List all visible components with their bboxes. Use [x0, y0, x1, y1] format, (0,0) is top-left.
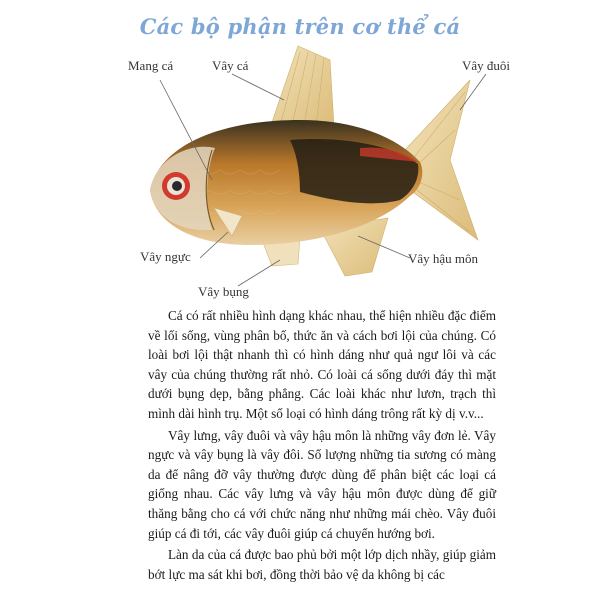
dorsal-fin — [270, 46, 334, 128]
label-gill: Mang cá — [128, 58, 174, 73]
label-dorsal-fin: Vây cá — [212, 58, 249, 73]
paragraph: Làn da của cá được bao phủ bởi một lớp dịch nhầy, giúp giảm bớt lực ma sát khi bơi, đồng thời bảo vệ da không bị các — [148, 547, 496, 582]
label-pelvic-fin: Vây bụng — [198, 284, 249, 299]
fish-figure — [0, 40, 600, 310]
fish-illustration — [0, 40, 600, 310]
paragraph: Vây lưng, vây đuôi và vây hậu môn là những vây đơn lẻ. Vây ngực và vây bụng là vây đôi. Số lượng những tia sương có màng da để nâng đỡ vây thường được dùng để phân biệt các loại cá giống nhau. Các vây lưng và vây hậu môn được dùng để giữ thăng bằng cho cá với chức năng như những mái chèo. Vây đuôi giúp cá đi tới, các vây đuôi giúp cá chuyển hướng bơi. — [148, 427, 496, 541]
label-anal-fin: Vây hậu môn — [408, 251, 479, 266]
label-pectoral-fin: Vây ngực — [140, 249, 191, 264]
page-title: Các bộ phận trên cơ thể cá — [139, 14, 461, 39]
paragraph: Cá có rất nhiều hình dạng khác nhau, thể hiện nhiều đặc điểm về lối sống, vùng phân bố, thức ăn và cách bơi lội của chúng. Có loài bơi lội thật nhanh thì có hình dáng như quả ngư lôi và các vây của chúng thường rất nhỏ. Có loài cá sống dưới đáy thì mặt dưới bụng dẹp, bằng phẳng. Các loài khác như lươn, trạch thì mình dài hình trụ. Một số loại có hình dáng trông rất kỳ dị v.v... — [148, 308, 496, 421]
article-body — [148, 306, 496, 584]
label-tail-fin: Vây đuôi — [462, 58, 511, 73]
